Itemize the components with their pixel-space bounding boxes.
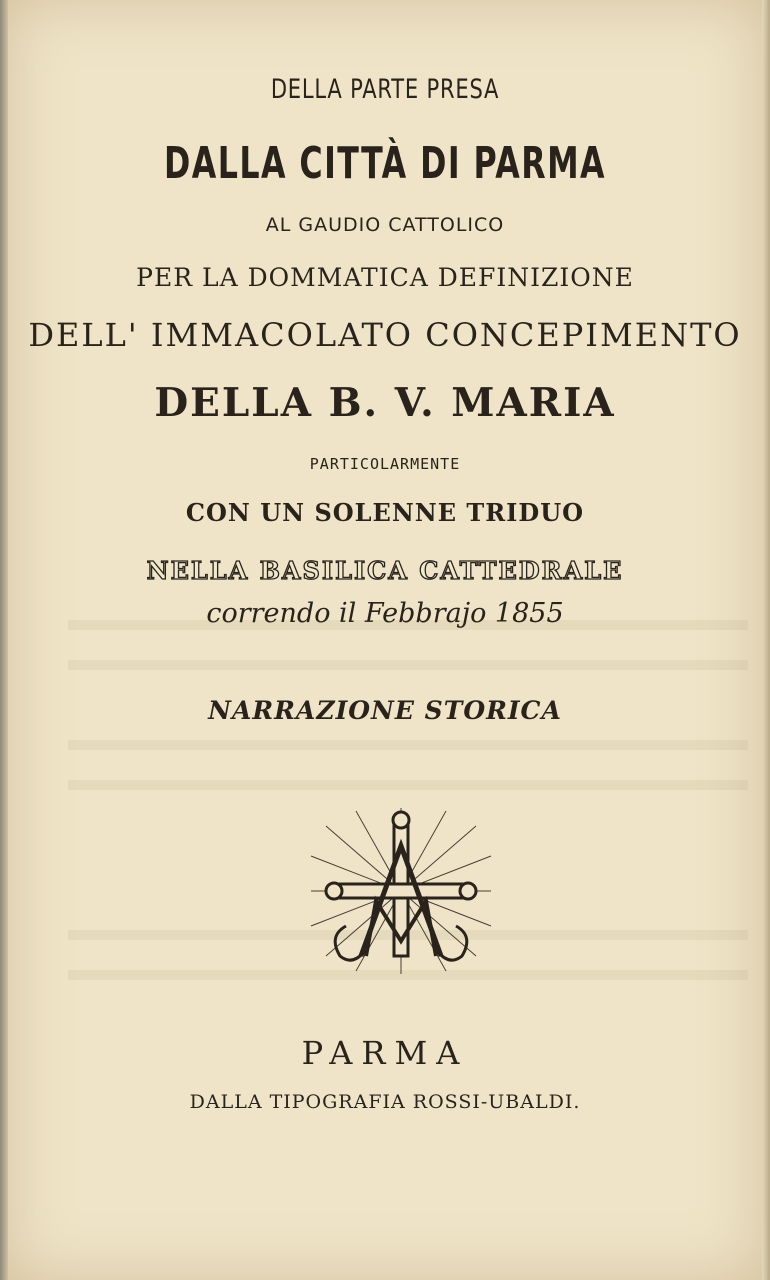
title-line-6: DELLA B. V. MARIA <box>154 380 616 426</box>
title-line-1: DELLA PARTE PRESA <box>270 74 500 105</box>
show-through-line <box>68 660 748 670</box>
book-left-edge <box>0 0 8 1280</box>
show-through-line <box>68 740 748 750</box>
book-right-edge <box>762 0 770 1280</box>
cross-with-AM-monogram-emblem <box>306 806 496 976</box>
title-line-4: PER LA DOMMATICA DEFINIZIONE <box>136 263 634 292</box>
title-line-8: CON UN SOLENNE TRIDUO <box>185 498 585 527</box>
title-main: DALLA CITTÀ DI PARMA <box>164 138 606 189</box>
place-of-publication: PARMA <box>301 1034 469 1072</box>
printer-line: DALLA TIPOGRAFIA ROSSI-UBALDI. <box>189 1091 581 1113</box>
title-line-5: DELL' IMMACOLATO CONCEPIMENTO <box>28 316 742 354</box>
date-line: correndo il Febbrajo 1855 <box>206 598 564 629</box>
title-page <box>8 0 762 1280</box>
subtitle: NARRAZIONE STORICA <box>208 696 562 725</box>
title-line-7: PARTICOLARMENTE <box>309 455 461 473</box>
title-line-9: NELLA BASILICA CATTEDRALE <box>146 556 624 585</box>
show-through-line <box>68 780 748 790</box>
title-line-3: AL GAUDIO CATTOLICO <box>265 214 505 236</box>
